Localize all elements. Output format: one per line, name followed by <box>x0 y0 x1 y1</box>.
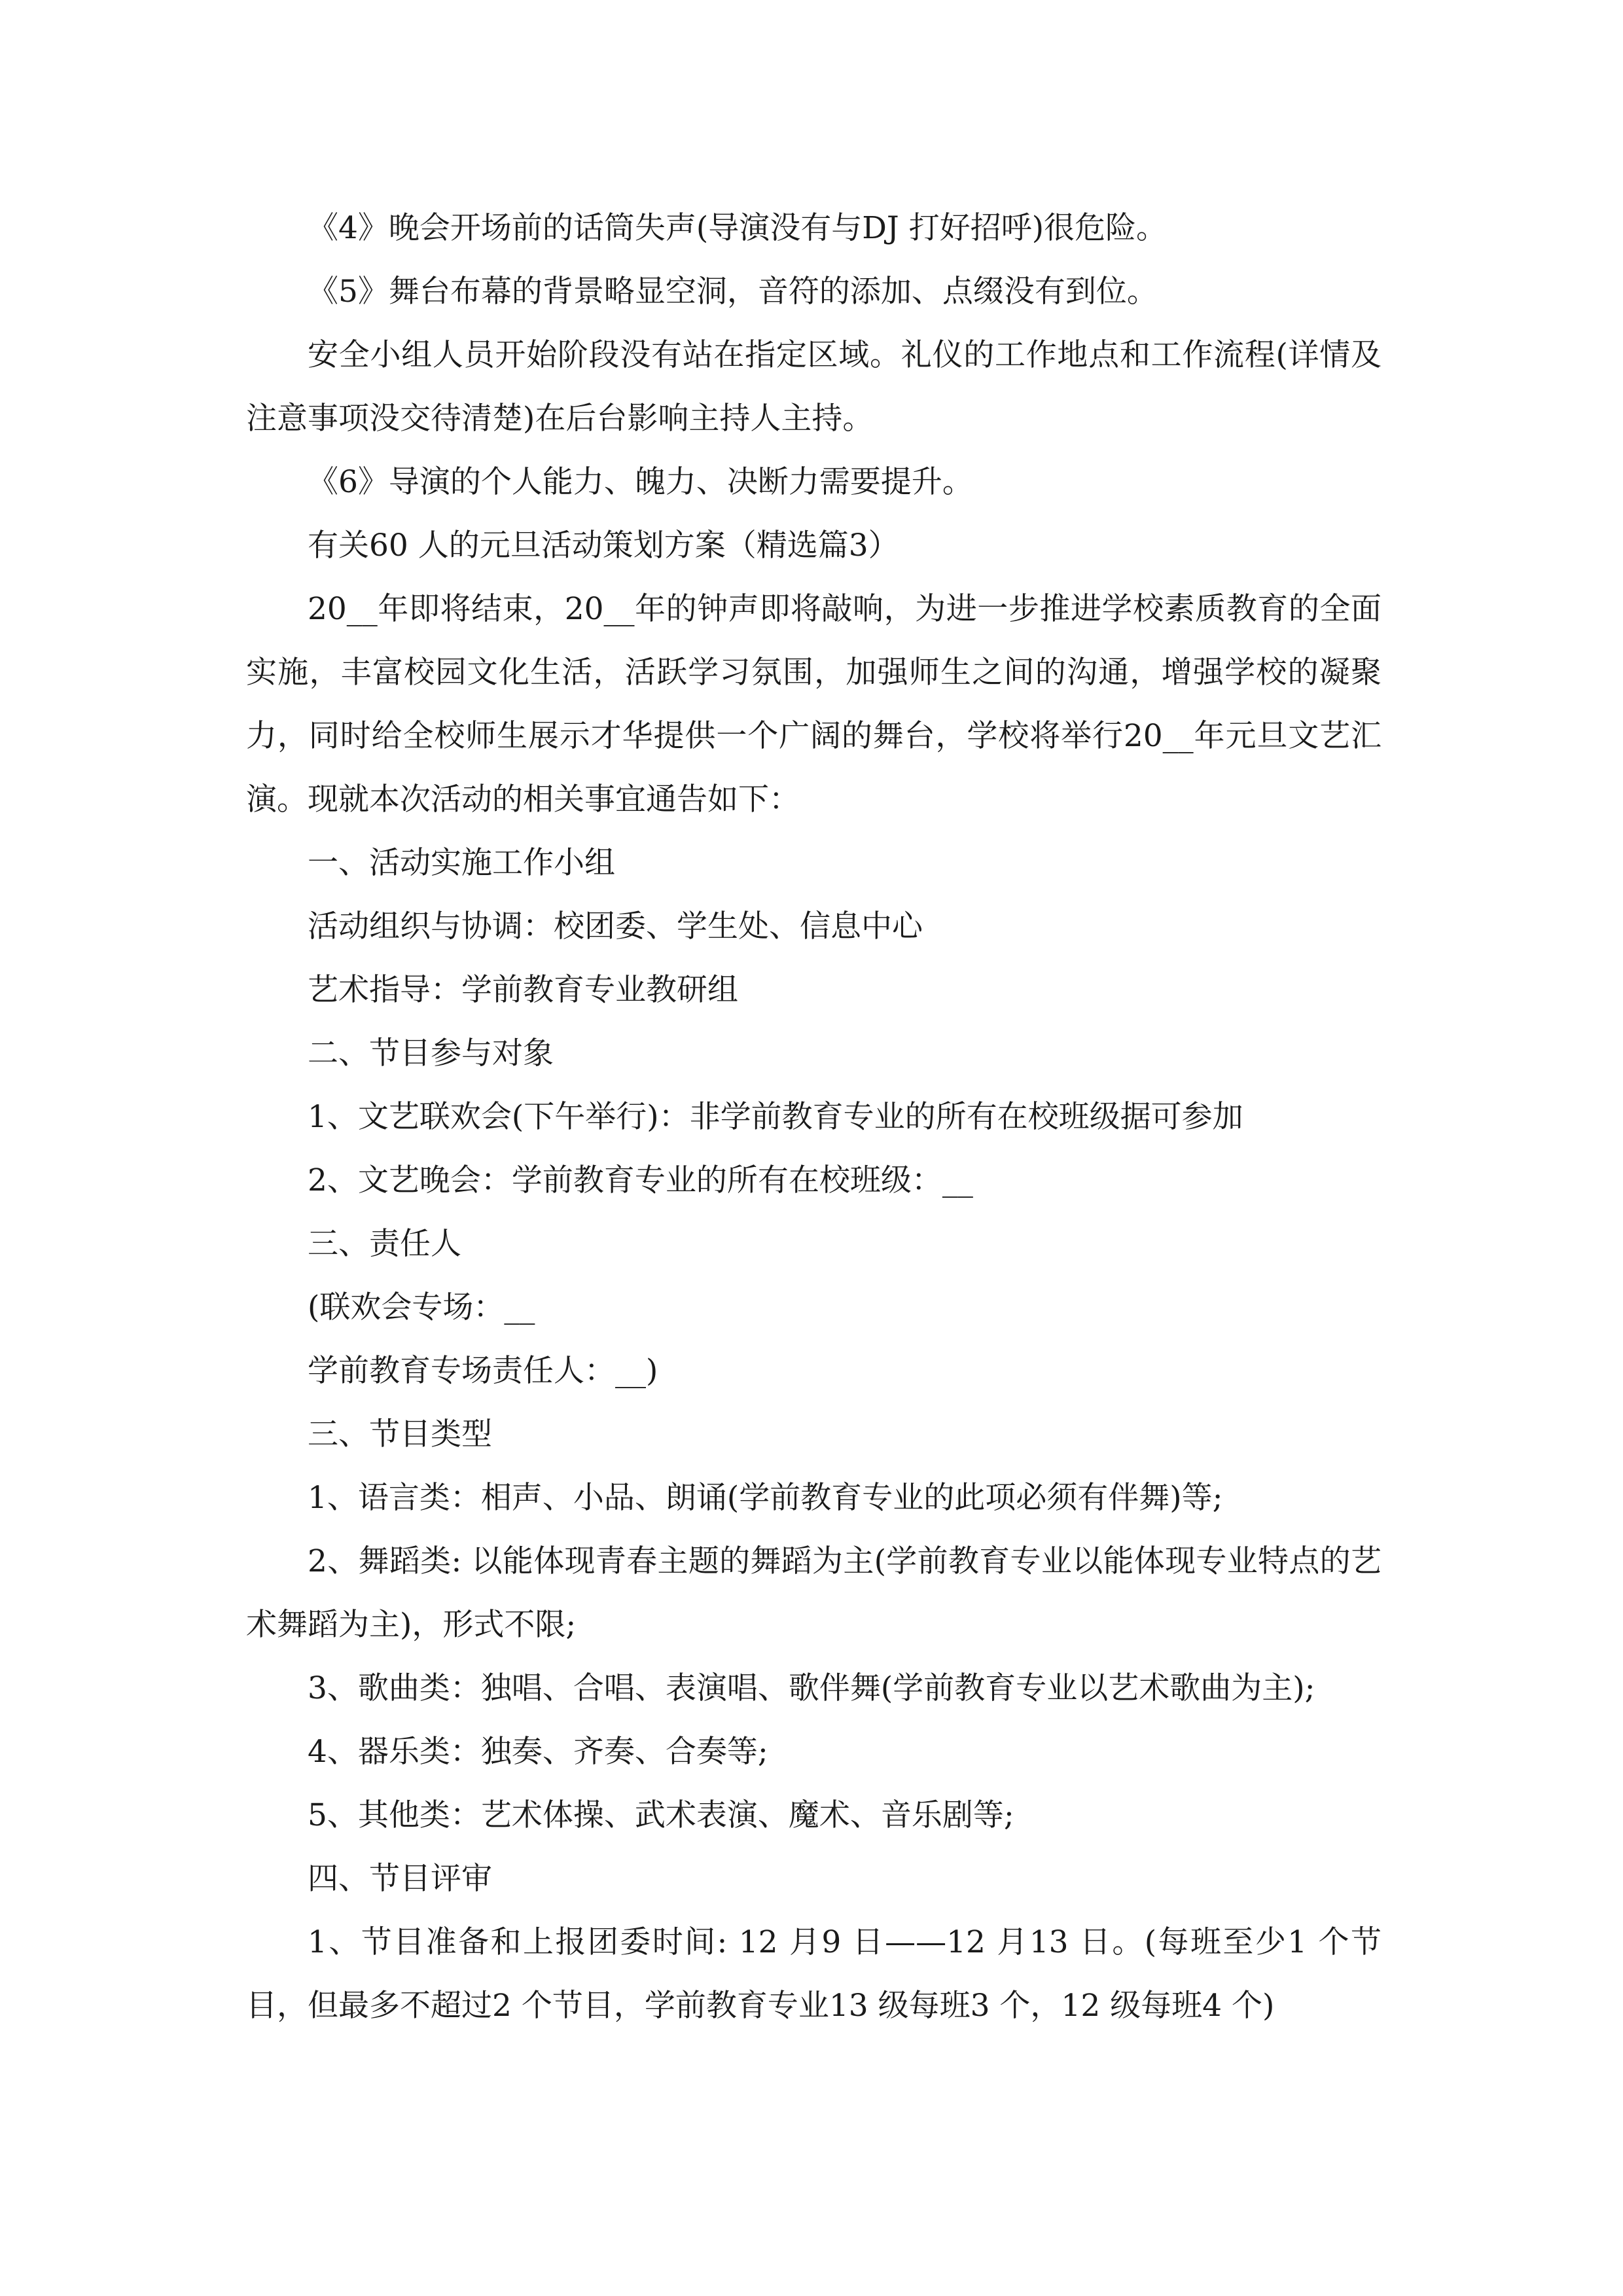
heading-work-group: 一、活动实施工作小组 <box>308 845 615 881</box>
paragraph-type-dance: 2、舞蹈类: 以能体现青春主题的舞蹈为主(学前教育专业以能体现专业特点的艺术舞蹈为主)，形式不限; <box>246 1543 1382 1643</box>
paragraph-type-language: 1、语言类：相声、小品、朗诵(学前教育专业的此项必须有伴舞)等; <box>308 1480 1223 1516</box>
heading-participants: 二、节目参与对象 <box>308 1035 554 1071</box>
paragraph-item-4: 《4》晚会开场前的话筒失声(导演没有与DJ 打好招呼)很危险。 <box>308 210 1168 246</box>
paragraph-type-song: 3、歌曲类：独唱、合唱、表演唱、歌伴舞(学前教育专业以艺术歌曲为主); <box>308 1670 1315 1706</box>
paragraph-type-instrument: 4、器乐类：独奏、齐奏、合奏等; <box>308 1734 768 1770</box>
paragraph-item-6: 《6》导演的个人能力、魄力、决断力需要提升。 <box>308 464 973 500</box>
paragraph-item-5: 《5》舞台布幕的背景略显空洞，音符的添加、点缀没有到位。 <box>308 274 1158 310</box>
heading-responsible: 三、责任人 <box>308 1226 461 1262</box>
paragraph-responsible-1: (联欢会专场：__ <box>308 1289 535 1325</box>
paragraph-participant-2: 2、文艺晚会：学前教育专业的所有在校班级：__ <box>308 1162 973 1198</box>
paragraph-intro: 20__年即将结束，20__年的钟声即将敲响，为进一步推进学校素质教育的全面实施，丰富校园文化生活，活跃学习氛围，加强师生之间的沟通，增强学校的凝聚力，同时给全校师生展示才华提供一个广阔的舞台，学校将举行20__年元旦文艺汇演。现就本次活动的相关事宜通告如下： <box>246 591 1382 817</box>
paragraph-organizers: 活动组织与协调：校团委、学生处、信息中心 <box>308 908 923 944</box>
paragraph-participant-1: 1、文艺联欢会(下午举行)：非学前教育专业的所有在校班级据可参加 <box>308 1099 1243 1135</box>
paragraph-review-1: 1、节目准备和上报团委时间: 12 月9 日——12 月13 日。(每班至少1 个节目，但最多不超过2 个节目，学前教育专业13 级每班3 个，12 级每班4 个) <box>246 1924 1382 2024</box>
heading-program-types: 三、节目类型 <box>308 1416 492 1452</box>
paragraph-art-guidance: 艺术指导：学前教育专业教研组 <box>308 972 738 1008</box>
heading-review: 四、节目评审 <box>308 1861 492 1897</box>
document-body <box>246 196 1382 2037</box>
section-heading-plan-3: 有关60 人的元旦活动策划方案（精选篇3） <box>308 528 899 564</box>
paragraph-safety-group: 安全小组人员开始阶段没有站在指定区域。礼仪的工作地点和工作流程(详情及注意事项没交待清楚)在后台影响主持人主持。 <box>246 337 1382 437</box>
paragraph-responsible-2: 学前教育专场责任人：__) <box>308 1353 658 1389</box>
paragraph-type-other: 5、其他类：艺术体操、武术表演、魔术、音乐剧等; <box>308 1797 1014 1833</box>
